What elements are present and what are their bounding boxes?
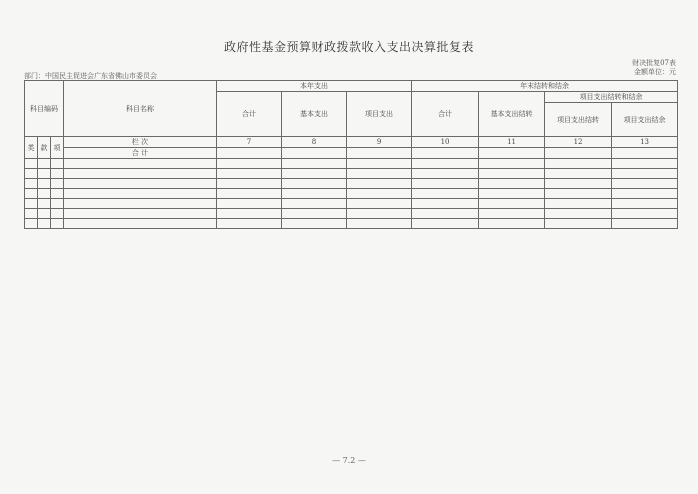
header-yearend-total: 合计 <box>412 92 479 137</box>
amount-unit: 金额单位：元 <box>634 68 676 76</box>
table-cell <box>217 148 282 159</box>
header-project-carryover: 项目支出结转 <box>545 103 612 137</box>
document-title: 政府性基金预算财政拨款收入支出决算批复表 <box>223 40 474 54</box>
table-row <box>25 219 678 229</box>
column-index-label: 栏 次 <box>64 137 217 148</box>
header-total: 合计 <box>217 92 282 137</box>
budget-table <box>24 80 678 229</box>
column-index-number: 13 <box>612 137 678 148</box>
table-row <box>25 199 678 209</box>
form-number: 财决批复07表 <box>632 59 676 67</box>
column-index-number: 10 <box>412 137 479 148</box>
table-row <box>25 209 678 219</box>
header-basic-carryover: 基本支出结转 <box>479 92 545 137</box>
total-label: 合 计 <box>64 148 217 159</box>
column-index-number: 8 <box>282 137 347 148</box>
header-project-expenditure: 项目支出 <box>347 92 412 137</box>
header-project-balance: 项目支出结余 <box>612 103 678 137</box>
table-cell <box>545 148 612 159</box>
subheader-lei: 类 <box>25 137 38 159</box>
column-index-number: 12 <box>545 137 612 148</box>
table-cell <box>412 148 479 159</box>
column-index-number: 11 <box>479 137 545 148</box>
header-subject-name: 科目名称 <box>64 81 217 137</box>
header-current-expenditure: 本年支出 <box>217 81 412 92</box>
header-basic-expenditure: 基本支出 <box>282 92 347 137</box>
table-cell <box>479 148 545 159</box>
table-cell <box>282 148 347 159</box>
table-row <box>25 169 678 179</box>
table-row <box>25 179 678 189</box>
column-index-number: 9 <box>347 137 412 148</box>
table-row <box>25 189 678 199</box>
table-cell <box>347 148 412 159</box>
subheader-kuan: 款 <box>38 137 51 159</box>
department-label: 部门：中国民主促进会广东省佛山市委员会 <box>24 72 157 80</box>
table-cell <box>612 148 678 159</box>
header-yearend-carryover: 年末结转和结余 <box>412 81 678 92</box>
column-index-number: 7 <box>217 137 282 148</box>
page-number: — 7.2 — <box>332 456 366 465</box>
table-row <box>25 159 678 169</box>
header-project-carryover-group: 项目支出结转和结余 <box>545 92 678 103</box>
header-subject-code: 科目编码 <box>25 81 64 137</box>
subheader-xiang: 项 <box>51 137 64 159</box>
